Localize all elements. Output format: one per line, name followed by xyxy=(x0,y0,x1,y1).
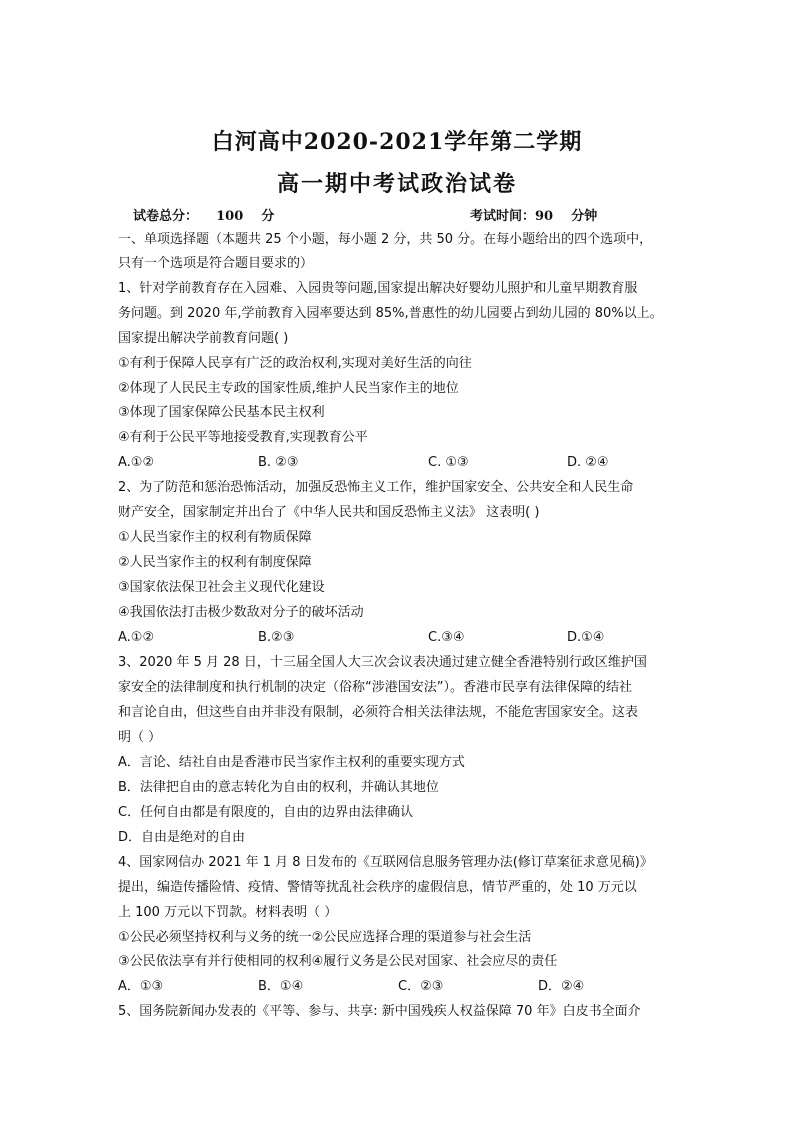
question-stem: 家安全的法律制度和执行机制的决定（俗称“涉港国安法”）。香港市民享有法律保障的结社 xyxy=(118,680,632,695)
answer-option-b: B. ②③ xyxy=(258,455,299,470)
question-stem: 3、2020 年 5 月 28 日，十三届全国人大三次会议表决通过建立健全香港特别行政区维护国 xyxy=(118,655,647,670)
question-item: ④我国依法打击极少数敌对分子的破坏活动 xyxy=(118,605,364,620)
question-stem: 上 100 万元以下罚款。材料表明（ ） xyxy=(118,905,338,920)
question-item: ③公民依法享有并行使相同的权利④履行义务是公民对国家、社会应尽的责任 xyxy=(118,954,558,969)
answer-option-b: B.②③ xyxy=(258,630,295,645)
answer-option-d: D.①④ xyxy=(567,630,605,645)
section-heading: 一、单项选择题（本题共 25 个小题，每小题 2 分，共 50 分。在每小题给出的四个选项中， xyxy=(118,232,653,247)
question-stem: 财产安全，国家制定并出台了《中华人民共和国反恐怖主义法》 这表明( ) xyxy=(118,505,540,520)
question-item: ①人民当家作主的权利有物质保障 xyxy=(118,530,312,545)
question-stem: 国家提出解决学前教育问题( ) xyxy=(118,331,289,346)
answer-option-d: D．自由是绝对的自由 xyxy=(118,830,246,845)
question-item: ③国家依法保卫社会主义现代化建设 xyxy=(118,580,325,595)
answer-option-c: C. ①③ xyxy=(428,455,469,470)
answer-option-c: C.③④ xyxy=(428,630,465,645)
answer-option-a: A.①② xyxy=(118,455,155,470)
question-stem: 和言论自由，但这些自由并非没有限制，必须符合相关法律法规，不能危害国家安全。这表 xyxy=(118,705,639,720)
answer-option-a: A．①③ xyxy=(118,979,164,994)
exam-title: 白河高中2020-2021学年第二学期 xyxy=(211,129,583,155)
question-stem: 务问题。到 2020 年,学前教育入园率要达到 85%,普惠性的幼儿园要占到幼儿园的 80%以上。 xyxy=(118,306,663,321)
answer-option-d: D．②④ xyxy=(538,979,585,994)
answer-option-d: D. ②④ xyxy=(567,455,609,470)
answer-option-a: A.①② xyxy=(118,630,155,645)
question-item: ①有利于保障人民享有广泛的政治权利,实现对美好生活的向往 xyxy=(118,356,472,371)
question-stem: 提出，编造传播险情、疫情、警情等扰乱社会秩序的虚假信息，情节严重的，处 10 万元以 xyxy=(118,880,637,895)
total-score: 试卷总分： 100 分 xyxy=(133,209,275,224)
answer-option-b: B．①④ xyxy=(258,979,304,994)
question-stem: 4、国家网信办 2021 年 1 月 8 日发布的《互联网信息服务管理办法(修订草案征求意见稿)》 xyxy=(118,855,653,870)
question-item: ①公民必须坚持权利与义务的统一②公民应选择合理的渠道参与社会生活 xyxy=(118,930,532,945)
question-stem: 2、为了防范和惩治恐怖活动，加强反恐怖主义工作，维护国家安全、公共安全和人民生命 xyxy=(118,480,634,495)
question-stem: 1、针对学前教育存在入园难、入园贵等问题,国家提出解决好婴幼儿照护和儿童早期教育服 xyxy=(118,281,638,296)
question-item: ③体现了国家保障公民基本民主权利 xyxy=(118,405,325,420)
question-stem: 明（ ） xyxy=(118,730,162,745)
question-stem: 5、国务院新闻办发表的《平等、参与、共享: 新中国残疾人权益保障 70 年》白皮书全面介 xyxy=(118,1004,641,1019)
question-item: ④有利于公民平等地接受教育,实现教育公平 xyxy=(118,430,368,445)
exam-time: 考试时间：90 分钟 xyxy=(470,209,598,224)
question-item: ②体现了人民民主专政的国家性质,维护人民当家作主的地位 xyxy=(118,381,459,396)
answer-option-a: A．言论、结社自由是香港市民当家作主权利的重要实现方式 xyxy=(118,755,465,770)
question-item: ②人民当家作主的权利有制度保障 xyxy=(118,555,312,570)
answer-option-b: B．法律把自由的意志转化为自由的权利，并确认其地位 xyxy=(118,780,439,795)
answer-option-c: C．②③ xyxy=(398,979,444,994)
answer-option-c: C．任何自由都是有限度的，自由的边界由法律确认 xyxy=(118,805,414,820)
exam-subtitle: 高一期中考试政治试卷 xyxy=(276,171,517,197)
section-heading-cont: 只有一个选项是符合题目要求的） xyxy=(118,256,314,271)
